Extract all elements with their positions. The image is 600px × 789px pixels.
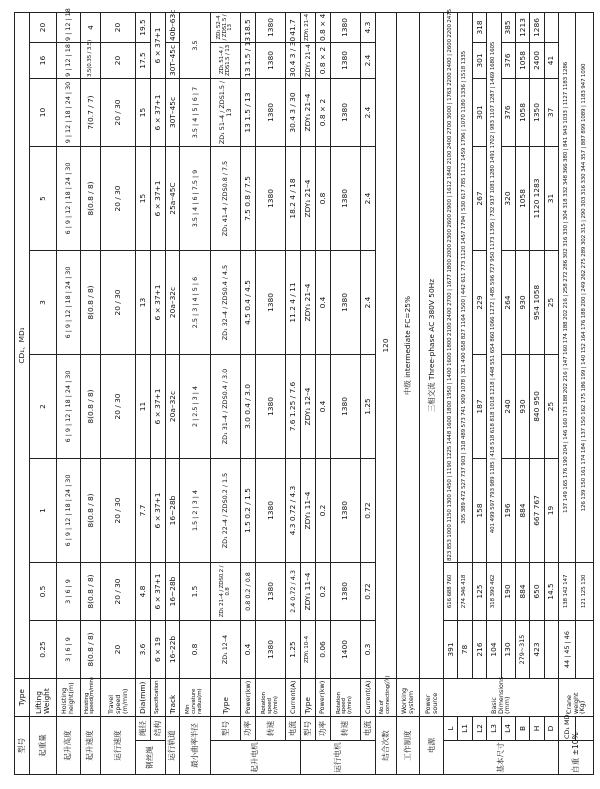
radius-025: 0.8 [180, 621, 210, 679]
structure-en: Specification [150, 679, 165, 717]
weight-kg-025-b [576, 621, 594, 679]
weight-2: 2 [29, 355, 56, 459]
t-type-10: ZDY₁ 21–4 [301, 79, 316, 147]
t-power-cn: 功率 [315, 717, 330, 741]
weight-3: 3 [29, 251, 56, 355]
motor-model-10: ZD₁ 51–4 / ZDS1.5 / 13 [210, 79, 240, 147]
spec-025: 6 × 19 [150, 621, 165, 679]
dim-B-16: 1058 [515, 43, 529, 79]
weight-10: 10 [29, 79, 56, 147]
wire-rope-cn: 钢丝绳 [136, 741, 165, 775]
weight-20: 20 [29, 12, 56, 42]
dia-cn: 绳径 [136, 717, 151, 741]
rot-10: 1380 [255, 79, 285, 147]
spec-10: 6 × 37+1 [150, 79, 165, 147]
t-type-5: ZDY₁ 21–4 [301, 147, 316, 251]
hoisting-speed-cn: 起升速度 [80, 717, 101, 775]
cd1-label: CD₁ MD₁ [559, 717, 576, 741]
crane-weight-cn: 自重 ±10% [559, 741, 594, 775]
track-2: 20a–32c [165, 355, 180, 459]
dim-L-05: 616 688 760 [444, 563, 458, 621]
dim-L4-2: 240 [501, 355, 515, 459]
t-rot-3: 1380 [330, 251, 360, 355]
work-system-value: 中级 intermediate FC=25% [396, 12, 420, 678]
dim-L4-label: L4 [501, 717, 515, 741]
rot-1: 1380 [255, 459, 285, 563]
weight-w1-row: 137 149 165 176 190 204 | 146 160 173 188 202 216 | 147 160 174 188 202 216 | 258 272 286 302 316 330 | 304 318 332 348 366 380 | 841 943 1033 | 1127 1183 1286 [559, 12, 576, 562]
current-5: 18.2 4 / 18 [286, 147, 301, 251]
motor-model-2: ZD₁ 31–4 / ZDS0.4 / 3.0 [210, 355, 240, 459]
power-1: 1.5 0.2 / 1.5 [241, 459, 256, 563]
motor-model-16: ZD₁ 51–4 / ZDS1.5 / 13 [210, 43, 240, 79]
t-type-2: ZDY₁ 12–4 [301, 355, 316, 459]
dim-L2-10: 301 [472, 79, 486, 147]
dim-D-3: 25 [544, 251, 558, 355]
hoist-speed-2: 8(0.8 / 8) [80, 355, 101, 459]
t-power-5: 0.8 [315, 147, 330, 251]
dia-5: 15 [136, 147, 151, 251]
work-system-cn: 工作制度 [396, 717, 420, 775]
dim-L2-20: 318 [472, 12, 486, 42]
travel-speed-3: 20 / 30 [101, 251, 136, 355]
dim-L2-05: 125 [472, 563, 486, 621]
t-power-05: 0.2 [315, 563, 330, 621]
dim-L1-05: 274 346 418 [458, 563, 472, 621]
motor-model-3: ZD₁ 32–4 / ZDS0.4 / 4.5 [210, 251, 240, 355]
weight-025: 0.25 [29, 621, 56, 679]
hoisting-height-cn: 起升高度 [56, 717, 80, 775]
dim-H-3: 954 1058 [530, 251, 544, 355]
spec-1: 6 × 37+1 [150, 459, 165, 563]
rot-speed-cn: 转速 [255, 717, 285, 741]
no-connect-en: No.of connecting(次) [375, 679, 396, 717]
current-3: 11.2 4 / 11 [286, 251, 301, 355]
t-power-10: 0.8 × 2 [315, 79, 330, 147]
work-system-en: Working system [396, 679, 420, 717]
track-05: 16~28b [165, 563, 180, 621]
motor-model-5: ZD₁ 41–4 / ZDS0.8 / 7.5 [210, 147, 240, 251]
t-rot-20: 1380 [330, 12, 360, 42]
radius-5: 3.5 | 4 | 6 | 7.5 | 9 [180, 147, 210, 251]
heights-20: 9 | 12 | 18 [56, 12, 80, 42]
spec-16-20: 6 × 37+1 [150, 12, 165, 78]
t-rot-5: 1380 [330, 147, 360, 251]
dim-B-3: 930 [515, 251, 529, 355]
t-current-cn: 电流 [361, 717, 376, 741]
spec-2: 6 × 37+1 [150, 355, 165, 459]
radius-16-20: 3.5 [180, 12, 210, 78]
power-025: 0.4 [241, 621, 256, 679]
dim-L4-05: 190 [501, 563, 515, 621]
dia-20: 19.5 [136, 12, 151, 42]
no-connect-cn: 结合次数 [375, 717, 396, 775]
power-20: 18.5 [241, 12, 256, 42]
power-source-en: Power source [420, 679, 444, 717]
dim-L4-1: 196 [501, 459, 515, 563]
t-current-20: 4.3 [361, 12, 376, 42]
rot-05: 1380 [255, 563, 285, 621]
dia-05: 4.8 [136, 563, 151, 621]
radius-1: 1.5 | 2 | 3 | 4 [180, 459, 210, 563]
rot-2: 1380 [255, 355, 285, 459]
track-cn: 运行轨道 [165, 717, 180, 775]
weight-kg-05-a: 138 142 147 [559, 563, 576, 621]
dim-B-label: B [515, 717, 529, 741]
hoist-speed-025: 8(0.8 / 8) [80, 621, 101, 679]
dim-D-10: 37 [544, 79, 558, 147]
radius-3: 2.5 | 3 | 4 | 5 | 6 [180, 251, 210, 355]
travel-speed-16: 20 [101, 43, 136, 79]
heights-5: 6 | 9 | 12 | 18 | 24 | 30 [56, 147, 80, 251]
dim-D-16: 41 [544, 43, 558, 79]
t-model-cn: 型号 [301, 717, 316, 741]
dim-L-025: 391 [444, 621, 458, 679]
heights-3: 6 | 9 | 12 | 18 | 24 | 30 [56, 251, 80, 355]
dim-H-20: 1286 [530, 12, 544, 42]
t-type-1: ZDY₁ 11–4 [301, 459, 316, 563]
spec-5: 6 × 37+1 [150, 147, 165, 251]
dim-H-5: 1120 1283 [530, 147, 544, 251]
motor-model-05: ZD₁ 21–4 / ZDS0.2 / 0.8 [210, 563, 240, 621]
hoist-speed-5: 8(0.8 / 8) [80, 147, 101, 251]
series-title: CD₁、MD₁ [15, 12, 30, 678]
basic-dim-en: Basic Dimensions (mm) [444, 679, 559, 717]
weight-16: 16 [29, 43, 56, 79]
dim-D-2: 25 [544, 355, 558, 459]
motor-model-cn: 型号 [210, 717, 240, 741]
t-type-en: Type [301, 679, 316, 717]
dim-L4-025: 130 [501, 621, 515, 679]
dim-L4-10: 376 [501, 79, 515, 147]
t-type-05: ZDY₁ 11–4 [301, 563, 316, 621]
dim-L3-row: 401 499 597 793 989 1185 | 418 518 618 818 1018 1218 | 448 551 654 860 1066 1272 | 485 596 727 950 1173 1395 | 732 937 1081 1280 1491 1702 | 983 1107 1287 | 1469 1680 1605 [487, 12, 501, 562]
t-current-10: 2.4 [361, 79, 376, 147]
t-current-16: 2.4 [361, 43, 376, 79]
dim-L1-025: 78 [458, 621, 472, 679]
power-source-cn: 电源 [420, 717, 444, 775]
hoisting-height-en: Hoisting height(m) [56, 679, 80, 717]
heights-05: 3 | 6 | 9 [56, 563, 80, 621]
dia-en: Dia(mm) [136, 679, 151, 717]
t-current-05: 0.72 [361, 563, 376, 621]
rot-025: 1380 [255, 621, 285, 679]
min-radius-en: Min curvature radius(m) [180, 679, 210, 717]
basic-dim-cn: 基本尺寸 [444, 741, 559, 775]
current-16: 30.4 3 / 30 [286, 43, 301, 79]
dim-B-05: 884 [515, 563, 529, 621]
t-current-3: 2.4 [361, 251, 376, 355]
t-rot-10: 1380 [330, 79, 360, 147]
t-current-025: 0.3 [361, 621, 376, 679]
t-type-3: ZDY₁ 21–4 [301, 251, 316, 355]
hoist-speed-10: 7(0.7 / 7) [80, 79, 101, 147]
rotated-spec-table [14, 8, 594, 775]
t-current-en: Current(A) [361, 679, 376, 717]
motor-model-20: ZD₁ 52–4 / ZDS1.5 / 13 [210, 12, 240, 42]
weight-1: 1 [29, 459, 56, 563]
power-2: 3.0 0.4 / 3.0 [241, 355, 256, 459]
dim-D-05: 14.5 [544, 563, 558, 621]
t-type-20: ZDY₁ 21–4 [301, 12, 316, 42]
travel-speed-2: 20 / 30 [101, 355, 136, 459]
dim-H-05: 650 [530, 563, 544, 621]
track-1: 16~28b [165, 459, 180, 563]
spec-table [14, 8, 594, 775]
t-power-16: 0.8 × 2 [315, 43, 330, 79]
rot-3: 1380 [255, 251, 285, 355]
dim-L4-20: 385 [501, 12, 515, 42]
weight-05: 0.5 [29, 563, 56, 621]
t-current-1: 0.72 [361, 459, 376, 563]
t-power-en: Power(kw) [315, 679, 330, 717]
spec-05: 6 × 37+1 [150, 563, 165, 621]
t-power-025: 0.06 [315, 621, 330, 679]
dim-D-5: 31 [544, 147, 558, 251]
power-source-value: 三相交流 Three-phase AC 380V 50Hz [420, 12, 444, 678]
hoist-speed-16: 3.5(0.35 / 3.5) [80, 43, 101, 79]
dim-L2-2: 187 [472, 355, 486, 459]
dim-D-label: D [544, 717, 558, 741]
rot-speed-en: Rotation speed (r/min) [255, 679, 285, 717]
heights-16: 9 | 12 | 18 [56, 43, 80, 79]
heights-025: 3 | 6 | 9 [56, 621, 80, 679]
track-5: 25a–45C [165, 147, 180, 251]
track-16: 30T–45c [165, 43, 180, 79]
power-cn: 功率 [241, 717, 256, 741]
dia-16: 17.5 [136, 43, 151, 79]
dim-H-1: 667 767 [530, 459, 544, 563]
travel-speed-10: 20 / 30 [101, 79, 136, 147]
hoist-speed-1: 8(0.8 / 8) [80, 459, 101, 563]
dim-H-025: 423 [530, 621, 544, 679]
hoist-speed-20: 4 [80, 12, 101, 42]
t-power-3: 0.4 [315, 251, 330, 355]
track-3: 20a–32c [165, 251, 180, 355]
radius-10: 3.5 | 4 | 5 | 6 | 7 [180, 79, 210, 147]
weight-kg-025: 44 | 45 | 46 [559, 621, 576, 679]
weight-5: 5 [29, 147, 56, 251]
current-cn: 电流 [286, 717, 301, 741]
power-05: 0.8 0.2 / 0.8 [241, 563, 256, 621]
dim-D-1: 19 [544, 459, 558, 563]
min-radius-cn: 最小曲率半径 [180, 717, 210, 775]
t-rot-05: 1380 [330, 563, 360, 621]
dim-H-16: 2400 [530, 43, 544, 79]
dia-1: 7.7 [136, 459, 151, 563]
current-10: 30.4 3 / 30 [286, 79, 301, 147]
travel-speed-20: 20 [101, 12, 136, 42]
travel-motor-cn: 运行电机 [301, 741, 376, 775]
dim-L2-025: 216 [472, 621, 486, 679]
crane-weight-en: Crane weight (Kg) [559, 679, 594, 717]
dim-L2-5: 267 [472, 147, 486, 251]
rot-16: 1380 [255, 43, 285, 79]
power-en: Power(kw) [241, 679, 256, 717]
current-025: 1.25 [286, 621, 301, 679]
dim-B-20: 1213 [515, 12, 529, 42]
lifting-weight-en: Lifting Weight [29, 679, 56, 717]
power-10: 13 1.5 / 13 [241, 79, 256, 147]
current-2: 7.6 1.25 / 7.6 [286, 355, 301, 459]
t-rot-2: 1380 [330, 355, 360, 459]
current-20: 41.7 [286, 12, 301, 42]
radius-05: 1.5 [180, 563, 210, 621]
dia-10: 15 [136, 79, 151, 147]
dia-2: 11 [136, 355, 151, 459]
dim-B-1: 884 [515, 459, 529, 563]
hoisting-speed-en: Hoisting speed(m/min) [80, 679, 101, 717]
dim-L3-05: 318 390 462 [487, 563, 501, 621]
power-3: 4.5 0.4 / 4.5 [241, 251, 256, 355]
no-connect-value: 120 [375, 12, 396, 678]
t-type-025: ZDY₁ 10–4 [301, 621, 316, 679]
track-en: Track [165, 679, 180, 717]
t-rot-025: 1400 [330, 621, 360, 679]
travel-speed-en: Travel speed (m/min) [101, 679, 136, 717]
t-rot-cn: 转速 [330, 717, 360, 741]
dim-B-025: 279~315 [515, 621, 529, 679]
track-20: 40b–63c [165, 12, 180, 42]
dim-D-025 [544, 621, 558, 679]
power-16: 13 1.5 / 13 [241, 43, 256, 79]
lifting-weight-cn: 起重量 [29, 717, 56, 775]
dia-3: 13 [136, 251, 151, 355]
travel-speed-5: 20 / 30 [101, 147, 136, 251]
hoist-speed-05: 8(0.8 / 8) [80, 563, 101, 621]
dim-D-20 [544, 12, 558, 42]
track-10: 30T–45c [165, 79, 180, 147]
radius-2: 2 | 2.5 | 3 | 4 [180, 355, 210, 459]
t-current-5: 2.4 [361, 147, 376, 251]
motor-model-1: ZD₁ 22–4 / ZDS0.2 / 1.5 [210, 459, 240, 563]
dim-L2-3: 229 [472, 251, 486, 355]
current-1: 4.3 0.72 / 4.3 [286, 459, 301, 563]
dim-H-10: 1350 [530, 79, 544, 147]
t-rot-1: 1380 [330, 459, 360, 563]
dim-H-label: H [530, 717, 544, 741]
dim-B-10: 1058 [515, 79, 529, 147]
power-5: 7.5 0.8 / 7.5 [241, 147, 256, 251]
dim-L2-16: 301 [472, 43, 486, 79]
structure-cn: 结构 [150, 717, 165, 741]
t-rot-16: 1380 [330, 43, 360, 79]
t-rot-en: Rotation speed (r/min) [330, 679, 360, 717]
weight-kg-05-b: 121 125 130 [576, 563, 594, 621]
travel-speed-05: 20 / 30 [101, 563, 136, 621]
current-05: 2.4 0.72 / 4.3 [286, 563, 301, 621]
travel-speed-025: 20 [101, 621, 136, 679]
travel-speed-cn: 运行速度 [101, 717, 136, 775]
model-label-cn: 型号 [15, 717, 30, 775]
heights-10: 9 | 12 | 18 | 24 | 30 [56, 79, 80, 147]
t-power-2: 0.4 [315, 355, 330, 459]
dim-L2-1: 158 [472, 459, 486, 563]
dia-025: 3.6 [136, 621, 151, 679]
dim-L4-3: 264 [501, 251, 515, 355]
rot-20: 1380 [255, 12, 285, 42]
t-type-16: ZDY₁ 21–4 [301, 43, 316, 79]
dim-L4-16: 376 [501, 43, 515, 79]
track-025: 16–22b [165, 621, 180, 679]
motor-model-025: ZD₁ 12–4 [210, 621, 240, 679]
dim-L1-row: 305 389 472 527 737 903 | 318 489 573 741 909 1078 | 321 490 658 827 1164 1500 | 442 611 773 1120 1457 1794 | 530 617 785 1112 1459 1796 | 1070 1180 1336 | 1518 1335 [458, 12, 472, 562]
rot-5: 1380 [255, 147, 285, 251]
dim-L3-025: 104 [487, 621, 501, 679]
weight-w2-row: 126 139 150 161 174 184 | 137 150 162 175 186 199 | 140 152 164 176 188 200 | 249 262 275 289 302 315 | 290 303 316 330 344 357 | 887 899 1089 | 1183 947 1090 [576, 12, 594, 562]
dim-L2-label: L2 [472, 717, 486, 741]
dim-L-label: L [444, 717, 458, 741]
hoist-speed-3: 8(0.8 / 8) [80, 251, 101, 355]
hoist-motor-cn: 起升电机 [210, 741, 300, 775]
current-en: Current(A) [286, 679, 301, 717]
dim-L3-label: L3 [487, 717, 501, 741]
motor-type-en: Type [210, 679, 240, 717]
heights-1: 6 | 9 | 12 | 18 | 24 | 30 [56, 459, 80, 563]
dim-L1-label: L1 [458, 717, 472, 741]
type-label: Type [15, 679, 30, 717]
t-current-2: 1.25 [361, 355, 376, 459]
t-power-1: 0.2 [315, 459, 330, 563]
heights-2: 6 | 9 | 12 | 18 | 24 | 30 [56, 355, 80, 459]
t-power-20: 0.8 × 4 [315, 12, 330, 42]
dim-B-2: 930 [515, 355, 529, 459]
travel-speed-1: 20 / 30 [101, 459, 136, 563]
dim-L-row: 823 853 1000 1150 1300 1450 | 1190 1225 1448 1600 1800 1950 | 1400 1600 1800 2100 2400 2700 | 1677 1800 2000 2300 2600 2900 | 1612 1840 2100 2400 2700 3000 | 1763 2200 2400 | 2600 2200 2475 [444, 12, 458, 562]
dim-H-2: 840 950 [530, 355, 544, 459]
spec-3: 6 × 37+1 [150, 251, 165, 355]
dim-B-5: 1058 [515, 147, 529, 251]
dim-L4-5: 320 [501, 147, 515, 251]
